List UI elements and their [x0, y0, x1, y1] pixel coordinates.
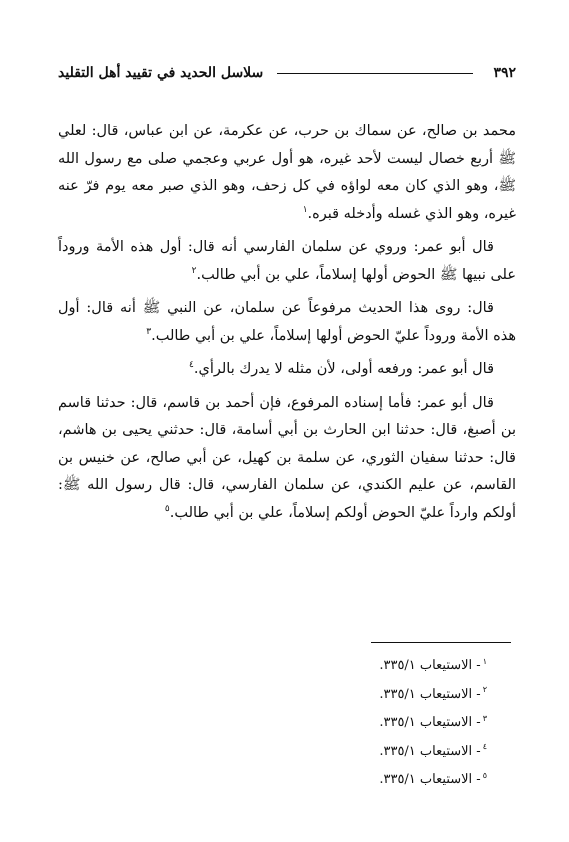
footnote-ref[interactable]: ٥	[164, 503, 170, 514]
page-body	[58, 118, 516, 533]
footnote-text: - الاستيعاب ٣٣٥/١.	[379, 715, 481, 730]
header-rule	[277, 73, 473, 74]
paragraph-text: قال أبو عمر: فأما إسناده المرفوع، فإن أحمد بن قاسم، قال: حدثنا قاسم بن أصبغ، قال: حدثنا ابن الحارث بن أبي أسامة، قال: حدثني يحيى بن هاشم، قال: حدثنا سفيان الثوري، عن سلمة بن كهيل، عن أبي صالح، عن خنيس بن القاسم، عن عليم الكندي، عن سلمان الفارسي، قال: قال رسول الله ﷺ: أولكم وارداً عليّ الحوض أولكم إسلاماً، علي بن أبي طالب.	[58, 394, 516, 521]
paragraph-text: محمد بن صالح، عن سماك بن حرب، عن عكرمة، عن ابن عباس، قال: لعلي ﷺ أربع خصال ليست لأحد غيره، هو أول عربي وعجمي صلى مع رسول الله ﷺ، وهو الذي كان معه لواؤه في كل زحف، وهو الذي صبر معه يوم فرّ عنه غيره، وهو الذي غسله وأدخله قبره.	[58, 123, 516, 222]
footnote-text: - الاستيعاب ٣٣٥/١.	[379, 686, 481, 702]
page-number: ٣٩٢	[493, 65, 516, 81]
footnote-separator	[371, 642, 511, 643]
footnote-item	[187, 738, 487, 767]
paragraph-text: قال: روى هذا الحديث مرفوعاً عن سلمان، عن النبي ﷺ أنه قال: أول هذه الأمة وروداً عليّ الحوض أولها إسلاماً، علي بن أبي طالب.	[58, 300, 516, 344]
footnote-item	[187, 766, 487, 795]
footnotes	[187, 652, 487, 795]
footnote-text: - الاستيعاب ٣٣٥/١.	[379, 743, 481, 759]
paragraph	[58, 356, 516, 384]
paragraph	[58, 390, 516, 528]
footnote-ref[interactable]: ٤	[189, 360, 194, 371]
footnote-text: - الاستيعاب ٣٣٥/١.	[379, 658, 481, 673]
footnote-number: ٤	[482, 742, 487, 752]
footnote-item	[187, 709, 487, 738]
footnote-number: ٥	[482, 770, 487, 780]
footnote-number: ١	[482, 656, 487, 666]
footnote-ref[interactable]: ٢	[191, 265, 197, 276]
footnote-number: ٣	[482, 713, 487, 723]
paragraph	[58, 295, 516, 350]
footnote-ref[interactable]: ٣	[146, 326, 152, 337]
footnote-text: - الاستيعاب ٣٣٥/١.	[379, 772, 481, 787]
footnote-item	[187, 652, 487, 681]
footnote-item	[187, 681, 487, 710]
running-title: سلاسل الحديد في تقييد أهل التقليد	[58, 65, 264, 81]
paragraph	[58, 234, 516, 289]
paragraph	[58, 118, 516, 228]
paragraph-text: قال أبو عمر: ورفعه أولى، لأن مثله لا يدرك بالرأي.	[193, 361, 494, 377]
paragraph-text: قال أبو عمر: وروي عن سلمان الفارسي أنه قال: أول هذه الأمة وروداً على نبيها ﷺ الحوض أولها إسلاماً، علي بن أبي طالب.	[58, 239, 516, 283]
page-header	[58, 62, 516, 84]
footnote-number: ٢	[482, 685, 487, 695]
footnote-ref[interactable]: ١	[302, 204, 308, 215]
